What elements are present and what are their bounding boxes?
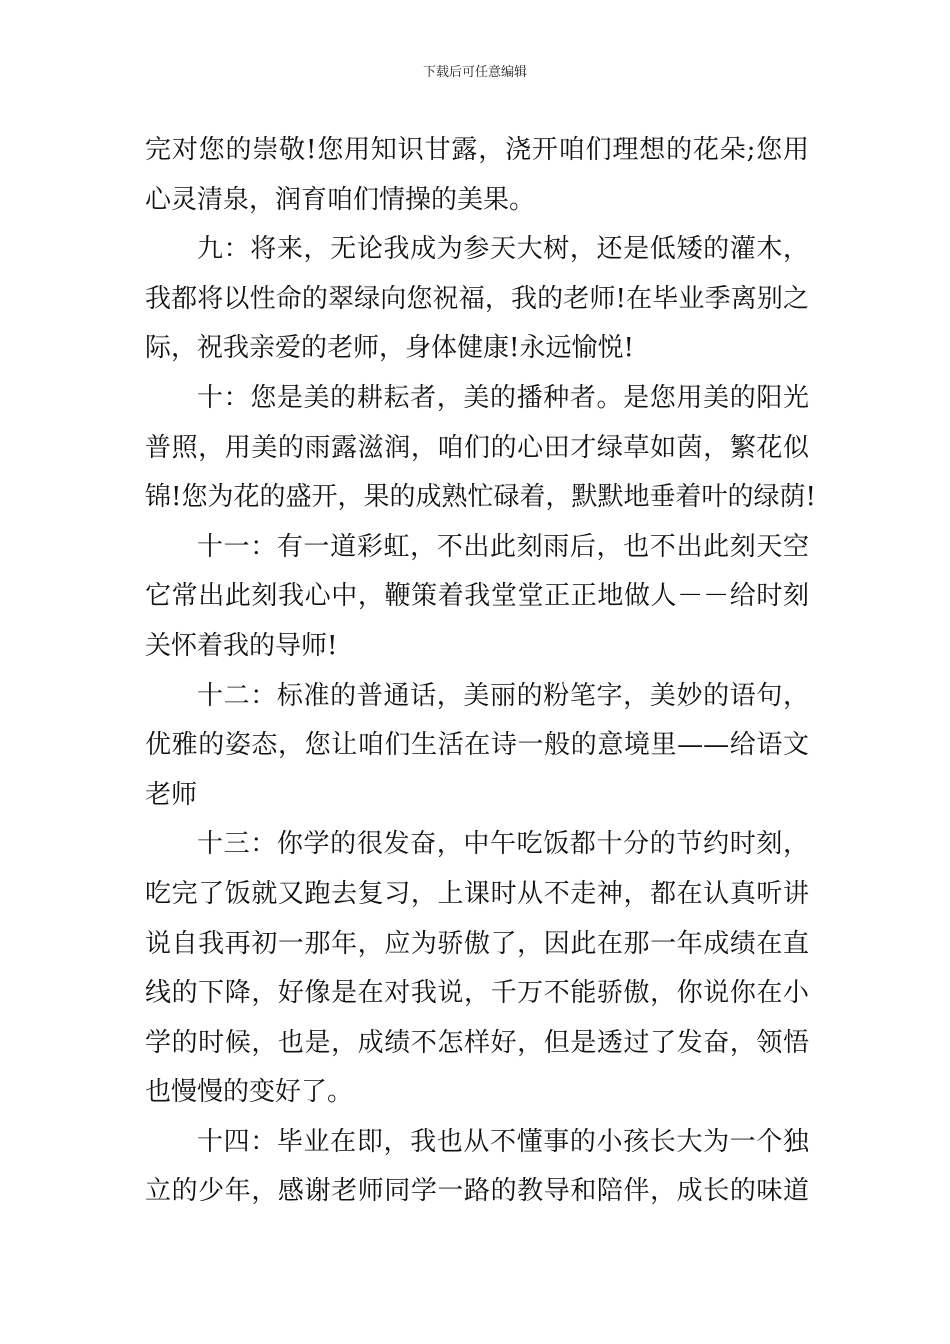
text-line: 十二：标准的普通话，美丽的粉笔字，美妙的语句，	[197, 680, 809, 711]
text-line: 普照，用美的雨露滋润，咱们的心田才绿草如茵，繁花似	[145, 432, 809, 463]
text-line: 学的时候，也是，成绩不怎样好，但是透过了发奋，领悟	[145, 1027, 809, 1058]
text-line: 十一：有一道彩虹，不出此刻雨后，也不出此刻天空	[197, 531, 809, 562]
text-line: 心灵清泉，润育咱们情操的美果。	[145, 184, 536, 215]
text-line: 际，祝我亲爱的老师，身体健康!永远愉悦!	[145, 333, 634, 364]
text-line: 完对您的崇敬!您用知识甘露，浇开咱们理想的花朵;您用	[145, 135, 809, 165]
text-line: 我都将以性命的翠绿向您祝福，我的老师!在毕业季离别之	[145, 283, 809, 314]
text-line: 九：将来，无论我成为参天大树，还是低矮的灌木，	[197, 234, 809, 265]
text-line: 线的下降，好像是在对我说，千万不能骄傲，你说你在小	[145, 978, 809, 1009]
text-line: 也慢慢的变好了。	[145, 1077, 354, 1108]
text-line: 吃完了饭就又跑去复习，上课时从不走神，都在认真听讲	[145, 878, 809, 909]
text-line: 锦!您为花的盛开，果的成熟忙碌着，默默地垂着叶的绿荫!	[145, 482, 816, 513]
text-line: 老师	[145, 779, 198, 810]
text-line: 十：您是美的耕耘者，美的播种者。是您用美的阳光	[197, 382, 809, 413]
document-body	[145, 126, 816, 1217]
text-line: 关怀着我的导师!	[145, 630, 338, 661]
text-line: 十四：毕业在即，我也从不懂事的小孩长大为一个独	[197, 1126, 809, 1157]
page-header: 下载后可任意编辑	[422, 65, 527, 80]
text-line: 十三：你学的很发奋，中午吃饭都十分的节约时刻，	[197, 829, 809, 860]
text-line: 立的少年，感谢老师同学一路的教导和陪伴，成长的味道	[145, 1176, 809, 1207]
text-line: 说自我再初一那年，应为骄傲了，因此在那一年成绩在直	[145, 928, 809, 959]
text-line: 它常出此刻我心中，鞭策着我堂堂正正地做人－－给时刻	[145, 581, 809, 612]
text-line: 优雅的姿态，您让咱们生活在诗一般的意境里——给语文	[145, 730, 809, 761]
